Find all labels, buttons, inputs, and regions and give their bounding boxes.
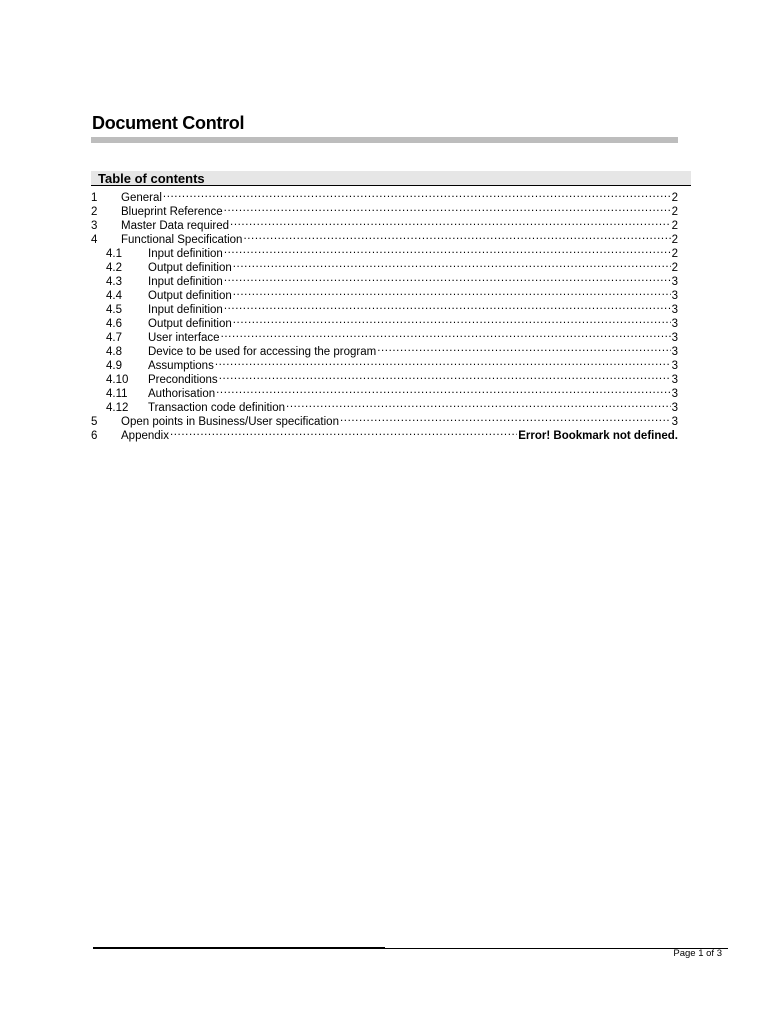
toc-entry-page: 3	[671, 360, 678, 372]
page-number: Page 1 of 3	[673, 948, 722, 959]
toc-entry-title: Output definition	[148, 290, 232, 302]
toc-entry-page: 2	[671, 192, 678, 204]
toc-entry-page: 2	[671, 220, 678, 232]
toc-entry-page: 3	[671, 304, 678, 316]
toc-entry[interactable]	[91, 201, 678, 218]
toc-entry-page: 2	[671, 206, 678, 218]
toc-dot-leader	[163, 187, 671, 201]
toc-dot-leader	[233, 285, 671, 299]
toc-dot-leader	[216, 383, 670, 397]
footer-divider-left	[93, 947, 385, 949]
toc-entry-page: 3	[671, 416, 678, 428]
toc-entry-number: 4.5	[106, 304, 122, 316]
toc-entry-page: 3	[671, 276, 678, 288]
toc-entry-page: 2	[671, 248, 678, 260]
toc-entry-number: 4.9	[106, 360, 122, 372]
toc-entry-number: 4.10	[106, 374, 129, 386]
toc-dot-leader	[233, 313, 671, 327]
toc-entry-page: 3	[671, 332, 678, 344]
toc-entry-title: General	[121, 192, 162, 204]
toc-entry-number: 4.4	[106, 290, 122, 302]
toc-entry-page: 3	[671, 346, 678, 358]
toc-entry-title: Functional Specification	[121, 234, 243, 246]
toc-entry-number: 4.11	[106, 388, 128, 400]
toc-entry-title: Device to be used for accessing the program	[148, 346, 377, 358]
title-divider	[91, 137, 678, 143]
toc-entry-title: Authorisation	[148, 388, 216, 400]
toc-entry-title: Preconditions	[148, 374, 218, 386]
toc-list	[91, 187, 678, 442]
toc-dot-leader	[219, 369, 671, 383]
toc-dot-leader	[215, 355, 671, 369]
toc-entry-page: 3	[671, 402, 678, 414]
toc-dot-leader	[286, 397, 671, 411]
toc-entry-title: User interface	[148, 332, 220, 344]
toc-entry-page: 2	[671, 234, 678, 246]
toc-entry[interactable]	[91, 187, 678, 204]
toc-entry-page: 3	[671, 290, 678, 302]
toc-entry-number: 4	[91, 234, 98, 246]
toc-dot-leader	[224, 201, 671, 215]
toc-entry-title: Output definition	[148, 262, 232, 274]
toc-dot-leader	[377, 341, 670, 355]
toc-dot-leader	[224, 271, 671, 285]
toc-entry-number: 4.6	[106, 318, 122, 330]
toc-entry-title: Assumptions	[148, 360, 214, 372]
toc-entry-number: 4.2	[106, 262, 122, 274]
toc-entry-page: 3	[671, 388, 678, 400]
toc-entry-title: Open points in Business/User specification	[121, 416, 339, 428]
document-title: Document Control	[92, 113, 245, 133]
toc-entry-title: Appendix	[121, 430, 169, 442]
toc-dot-leader	[243, 229, 670, 243]
toc-entry[interactable]	[91, 425, 678, 442]
toc-entry-title: Blueprint Reference	[121, 206, 223, 218]
toc-dot-leader	[340, 411, 671, 425]
toc-entry-number: 4.8	[106, 346, 122, 358]
toc-entry-page: 3	[671, 374, 678, 386]
toc-entry-number: 3	[91, 220, 98, 232]
toc-dot-leader	[170, 425, 517, 439]
toc-heading: Table of contents	[91, 171, 691, 186]
toc-entry-number: 4.3	[106, 276, 122, 288]
toc-entry-title: Input definition	[148, 248, 223, 260]
toc-dot-leader	[224, 243, 671, 257]
toc-dot-leader	[233, 257, 671, 271]
toc-entry-title: Input definition	[148, 304, 223, 316]
toc-entry-number: 4.12	[106, 402, 129, 414]
toc-entry-title: Output definition	[148, 318, 232, 330]
toc-entry-number: 5	[91, 416, 98, 428]
toc-entry-number: 6	[91, 430, 98, 442]
toc-entry-page: 2	[671, 262, 678, 274]
toc-entry-title: Master Data required	[121, 220, 230, 232]
toc-dot-leader	[221, 327, 671, 341]
toc-entry-error: Error! Bookmark not defined.	[518, 430, 678, 442]
toc-entry-page: 3	[671, 318, 678, 330]
toc-entry-title: Input definition	[148, 276, 223, 288]
toc-entry-number: 2	[91, 206, 98, 218]
toc-entry-number: 4.7	[106, 332, 122, 344]
toc-dot-leader	[230, 215, 671, 229]
toc-entry-title: Transaction code definition	[148, 402, 286, 414]
toc-entry-number: 4.1	[106, 248, 122, 260]
toc-dot-leader	[224, 299, 671, 313]
toc-entry-number: 1	[91, 192, 98, 204]
